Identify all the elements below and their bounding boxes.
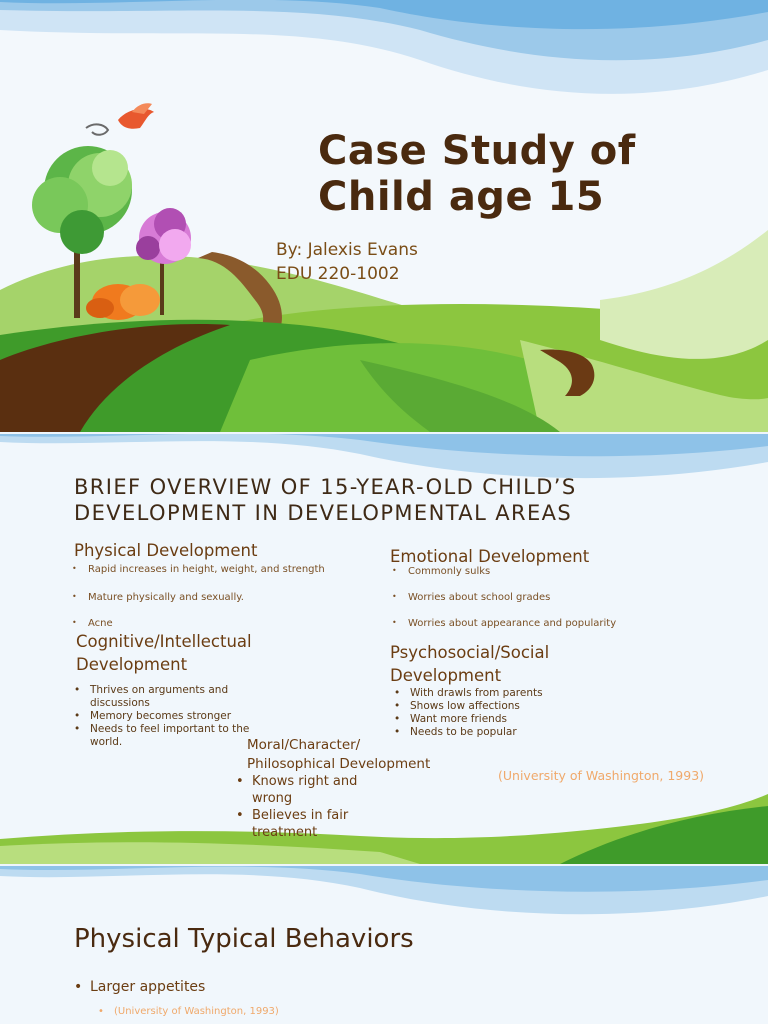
- cognitive-heading-line-2: Development: [76, 655, 188, 674]
- emotional-heading: Emotional Development: [390, 547, 590, 566]
- list-item: • Memory becomes stronger: [72, 710, 272, 723]
- list-item: • Knows right and wrong: [234, 773, 384, 807]
- citation-list: [96, 1006, 396, 1017]
- citation: (University of Washington, 1993): [498, 768, 705, 783]
- cognitive-heading: [76, 630, 252, 676]
- psychosocial-list: [392, 687, 612, 739]
- list-item: • Larger appetites: [72, 979, 372, 995]
- title-slide: [0, 0, 768, 432]
- psychosocial-heading-line-1: Psychosocial/Social: [390, 643, 550, 662]
- overview-title: [74, 474, 734, 526]
- list-item: • Mature physically and sexually.: [70, 592, 370, 618]
- emotional-list: [390, 566, 690, 629]
- list-item: • Want more friends: [392, 713, 612, 726]
- list-item: • Worries about school grades: [390, 592, 690, 618]
- behaviors-list: [72, 979, 372, 995]
- list-item: • Thrives on arguments and discussions: [72, 684, 272, 710]
- moral-heading-line-1: Moral/Character/: [247, 737, 361, 753]
- physical-behaviors-slide: [0, 866, 768, 1024]
- psychosocial-heading: [390, 641, 549, 687]
- physical-heading: Physical Development: [74, 541, 258, 560]
- cognitive-heading-line-1: Cognitive/Intellectual: [76, 632, 252, 651]
- moral-heading-line-2: Philosophical Development: [247, 756, 431, 772]
- list-item: • Worries about appearance and popularity: [390, 618, 690, 629]
- overview-title-line-1: BRIEF OVERVIEW OF 15-YEAR-OLD CHILD’S: [74, 475, 577, 499]
- list-item: • Needs to be popular: [392, 726, 612, 739]
- overview-slide: [0, 434, 768, 864]
- list-item: • Shows low affections: [392, 700, 612, 713]
- course-code: EDU 220-1002: [276, 264, 400, 284]
- list-item: • Needs to feel important to the world.: [72, 723, 272, 749]
- author: By: Jalexis Evans: [276, 240, 418, 260]
- byline: [276, 238, 418, 286]
- list-item: • Believes in fair treatment: [234, 807, 384, 841]
- moral-heading: [247, 736, 430, 774]
- overview-title-line-2: DEVELOPMENT IN DEVELOPMENTAL AREAS: [74, 501, 573, 525]
- title-line-1: Case Study of: [318, 128, 636, 174]
- slide-title: Physical Typical Behaviors: [74, 924, 414, 954]
- moral-list: [234, 773, 384, 841]
- list-item: • Commonly sulks: [390, 566, 690, 592]
- list-item: • Acne: [70, 618, 370, 629]
- citation: • (University of Washington, 1993): [96, 1006, 396, 1017]
- title-line-2: Child age 15: [318, 174, 605, 220]
- psychosocial-heading-line-2: Development: [390, 666, 502, 685]
- list-item: • With drawls from parents: [392, 687, 612, 700]
- cognitive-list: [72, 684, 272, 749]
- physical-list: [70, 564, 370, 629]
- presentation-title: [318, 128, 748, 220]
- list-item: • Rapid increases in height, weight, and strength: [70, 564, 370, 592]
